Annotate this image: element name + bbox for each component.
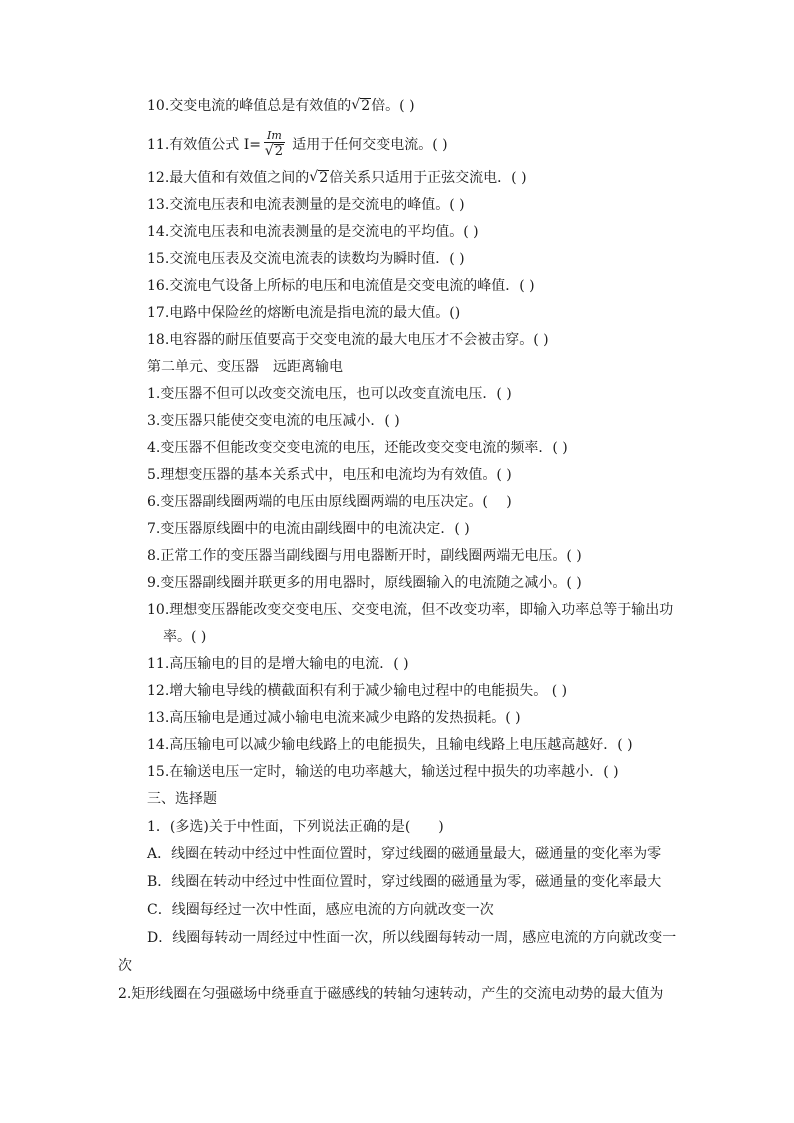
question-12-text: 12.最大值和有效值之间的: [147, 170, 310, 186]
question-10-text: 10.交变电流的峰值总是有效值的: [147, 98, 352, 114]
choice-option-c: C．线圈每经过一次中性面，感应电流的方向就改变一次: [147, 902, 494, 918]
sqrt-symbol: √ 2: [265, 143, 284, 161]
sqrt-symbol: √ 2: [351, 96, 371, 116]
unit2-item: 7.变压器原线圈中的电流由副线圈中的电流决定．( ): [147, 521, 470, 537]
unit2-item: 10.理想变压器能改变交变电压、交变电流，但不改变功率，即输入功率总等于输出功: [147, 602, 674, 618]
choice-option-b: B．线圈在转动中经过中性面位置时，穿过线圈的磁通量为零，磁通量的变化率最大: [147, 874, 662, 890]
choice-question-1: 1．(多选)关于中性面，下列说法正确的是( ): [147, 819, 444, 835]
question-17: 17.电路中保险丝的熔断电流是指电流的最大值。(): [147, 305, 461, 321]
choice-option-d: D．线圈每转动一周经过中性面一次，所以线圈每转动一周，感应电流的方向就改变一: [147, 930, 677, 946]
unit2-item: 3.变压器只能使交变电流的电压减小．( ): [147, 413, 400, 429]
question-14: 14.交流电压表和电流表测量的是交流电的平均值。( ): [147, 224, 479, 240]
question-18: 18.电容器的耐压值要高于交变电流的最大电压才不会被击穿。( ): [147, 332, 549, 348]
unit2-item: 11.高压输电的目的是增大输电的电流．( ): [147, 656, 409, 672]
question-12: [147, 168, 527, 188]
question-12-tail: 倍关系只适用于正弦交流电．( ): [329, 170, 527, 186]
choice-option-a: A．线圈在转动中经过中性面位置时，穿过线圈的磁通量最大，磁通量的变化率为零: [147, 846, 662, 862]
question-16: 16.交流电气设备上所标的电压和电流值是交变电流的峰值．( ): [147, 278, 535, 294]
question-11-tail: 适用于任何交变电流。( ): [287, 137, 448, 153]
question-11-text: 11.有效值公式 I=: [147, 137, 261, 153]
unit2-item: 8.正常工作的变压器当副线圈与用电器断开时，副线圈两端无电压。( ): [147, 548, 582, 564]
choice-question-2: 2.矩形线圈在匀强磁场中绕垂直于磁感线的转轴匀速转动，产生的交流电动势的最大值为: [118, 986, 664, 1002]
unit2-item: 4.变压器不但能改变交变电流的电压，还能改变交变电流的频率．( ): [147, 440, 568, 456]
fraction-numerator: Im: [264, 130, 285, 143]
section-heading-choice: 三、选择题: [147, 791, 217, 807]
unit2-item: 15.在输送电压一定时，输送的电功率越大，输送过程中损失的功率越小．( ): [147, 764, 619, 780]
choice-option-d-continuation: 次: [118, 958, 132, 974]
sqrt-symbol: √ 2: [309, 168, 329, 188]
unit2-item: 5.理想变压器的基本关系式中，电压和电流均为有效值。( ): [147, 467, 512, 483]
question-10: [147, 96, 415, 116]
unit2-item: 14.高压输电可以减少输电线路上的电能损失，且输电线路上电压越高越好．( ): [147, 737, 633, 753]
unit2-item: 9.变压器副线圈并联更多的用电器时，原线圈输入的电流随之减小。( ): [147, 575, 582, 591]
unit2-item: 1.变压器不但可以改变交流电压，也可以改变直流电压．( ): [147, 386, 512, 402]
unit2-item: 13.高压输电是通过减小输电电流来减少电路的发热损耗。( ): [147, 710, 521, 726]
fraction: [264, 130, 285, 161]
unit2-item: 12.增大输电导线的横截面积有利于减少输电过程中的电能损失。 ( ): [147, 683, 568, 699]
question-13: 13.交流电压表和电流表测量的是交流电的峰值。( ): [147, 197, 465, 213]
unit2-item: 6.变压器副线圈两端的电压由原线圈两端的电压决定。( ): [147, 494, 512, 510]
section-heading-unit2: 第二单元、变压器 远距离输电: [147, 359, 343, 375]
question-15: 15.交流电压表及交流电流表的读数均为瞬时值．( ): [147, 251, 465, 267]
unit2-item-continuation: 率。( ): [163, 629, 207, 645]
question-10-tail: 倍。( ): [371, 98, 415, 114]
question-11: [147, 128, 448, 162]
